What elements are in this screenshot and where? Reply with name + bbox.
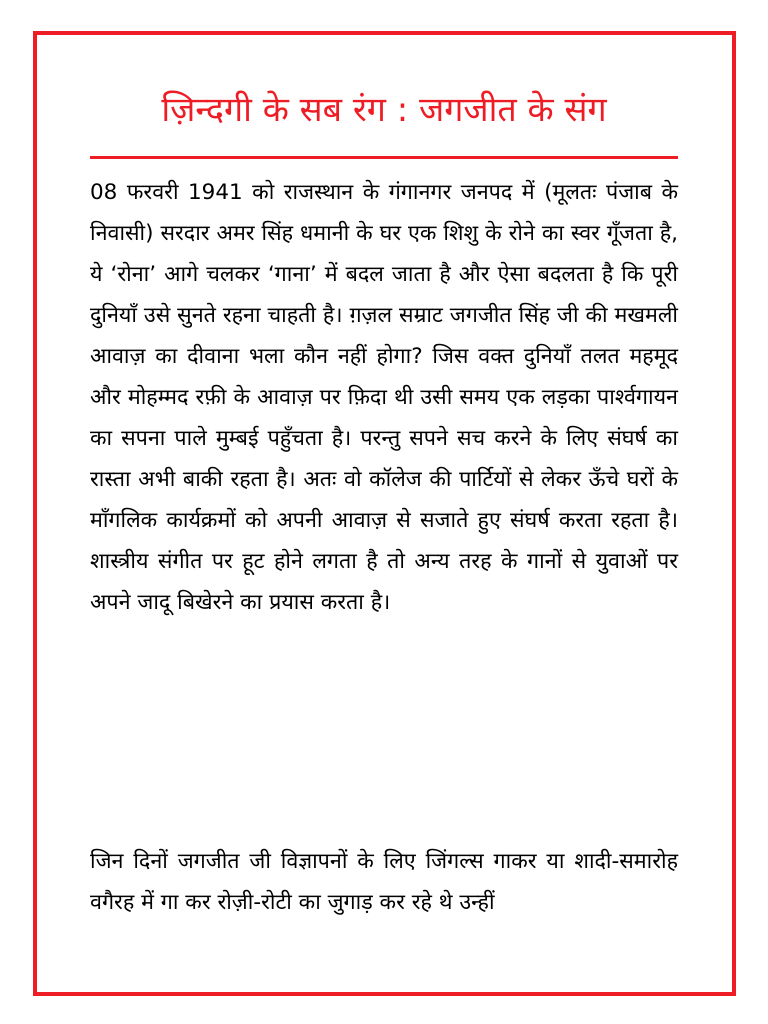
paragraph-2: जिन दिनों जगजीत जी विज्ञापनों के लिए जिंगल्स गाकर या शादी-समारोह वगैरह में गा कर रोज़ी-रोटी का जुगाड़ कर रहे थे उन्हीं bbox=[90, 849, 678, 915]
title-underline bbox=[90, 156, 678, 159]
paragraph-1: 08 फरवरी 1941 को राजस्थान के गंगानगर जनपद में (मूलतः पंजाब के निवासी) सरदार अमर सिंह धमानी के घर एक शिशु के रोने का स्वर गूँजता है, ये ‘रोना’ आगे चलकर ‘गाना’ में बदल जाता है और ऐसा बदलता है कि पूरी दुनियाँ उसे सुनते रहना चाहती है। ग़ज़ल सम्राट जगजीत सिंह जी की मखमली आवाज़ का दीवाना भला कौन नहीं होगा? जिस वक्त दुनियाँ तलत महमूद और मोहम्मद रफ़ी के आवाज़ पर फ़िदा थी उसी समय एक लड़का पार्श्वगायन का सपना पाले मुम्बई पहुँचता है। परन्तु सपने सच करने के लिए संघर्ष का रास्ता अभी बाकी रहता है। अतः वो कॉलेज की पार्टियों से लेकर ऊँचे घरों के माँगलिक कार्यक्रमों को अपनी आवाज़ से सजाते हुए संघर्ष करता रहता है। शास्त्रीय संगीत पर हूट होने लगता है तो अन्य तरह के गानों से युवाओं पर अपने जादू बिखेरने का प्रयास करता है। bbox=[90, 180, 678, 615]
page-title: ज़िन्दगी के सब रंग : जगजीत के संग bbox=[161, 90, 607, 130]
